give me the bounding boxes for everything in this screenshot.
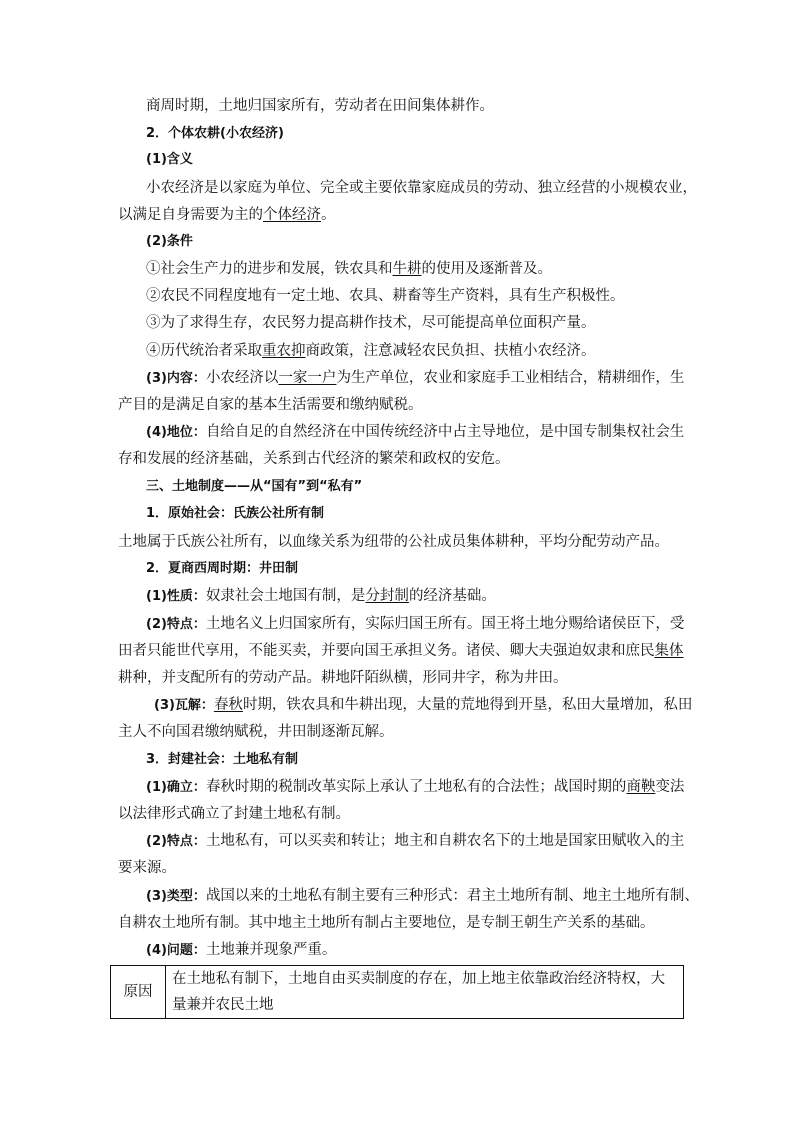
underlined-term: 个体经济	[263, 207, 321, 223]
table-header-cell: 原因	[111, 966, 166, 1019]
table-body-cell: 在土地私有制下，土地自由买卖制度的存在，加上地主依靠政治经济特权，大量兼并农民土地	[166, 966, 684, 1019]
underlined-term: 分封制	[365, 588, 409, 604]
underlined-term: 商鞅	[626, 779, 656, 795]
underlined-term: 一家一户	[278, 370, 337, 386]
underlined-term: 重农抑	[262, 343, 306, 359]
underlined-term: 牛耕	[392, 261, 422, 277]
table-row	[111, 966, 684, 1019]
underlined-term: 集体	[654, 643, 684, 659]
reason-table	[110, 965, 684, 1019]
underlined-term: 春秋	[213, 697, 243, 713]
document-page: 商周时期，土地归国家所有，劳动者在田间集体耕作。 2．个体农耕(小农经济) (1)含义 小农经济是以家庭为单位、完全或主要依靠家庭成员的劳动、独立经营的小规模农业， 以满足自身需要为主的个体经济。 (2)条件 ①社会生产力的进步和发展，铁农具和牛耕的使用及逐渐普及。 ②农民不同程度地有一定土地、农具、耕畜等生产资料，具有生产积极性。 ③为了求得生存，农民努力提高耕作技术，尽可能提高单位面积产量。 ④历代统治者采取重农抑商政策，注意减轻农民负担、扶植小农经济。 (3)内容：小农经济以一家一户为生产单位，农业和家庭手工业相结合，精耕细作，生 产目的是满足自家的基本生活需要和缴纳赋税。 (4)地位：自给自足的自然经济在中国传统经济中占主导地位，是中国专制集权社会生 存和发展的经济基础，关系到古代经济的繁荣和政权的安危。 三、土地制度——从“国有”到“私有” 1．原始社会：氏族公社所有制 土地属于氏族公社所有，以血缘关系为纽带的公社成员集体耕种，平均分配劳动产品。 2．夏商西周时期：井田制 (1)性质：奴隶社会土地国有制，是分封制的经济基础。 (2)特点：土地名义上归国家所有，实际归国王所有。国王将土地分赐给诸侯臣下，受 田者只能世代享用，不能买卖，并要向国王承担义务。诸侯、卿大夫强迫奴隶和庶民集体 耕种，并支配所有的劳动产品。耕地阡陌纵横，形同井字，称为井田。 (3)瓦解：春秋时期，铁农具和牛耕出现，大量的荒地得到开垦，私田大量增加，私田 主人不向国君缴纳赋税，井田制逐渐瓦解。 3．封建社会：土地私有制 (1)确立：春秋时期的税制改革实际上承认了土地私有的合法性；战国时期的商鞅变法 以法律形式确立了封建土地私有制。 (2)特点：土地私有，可以买卖和转让；地主和自耕农名下的土地是国家田赋收入的主 要来源。 (3)类型：战国以来的土地私有制主要有三种形式：君主土地所有制、地主土地所有制、 自耕农土地所有制。其中地主土地所有制占主要地位，是专制王朝生产关系的基础。 (4)问题：土地兼并现象严重。 原因 在土地私有制下，土地自由买卖制度的存在，加上地主依靠政治经济特权，大量兼并农民土地	[0, 0, 794, 1123]
